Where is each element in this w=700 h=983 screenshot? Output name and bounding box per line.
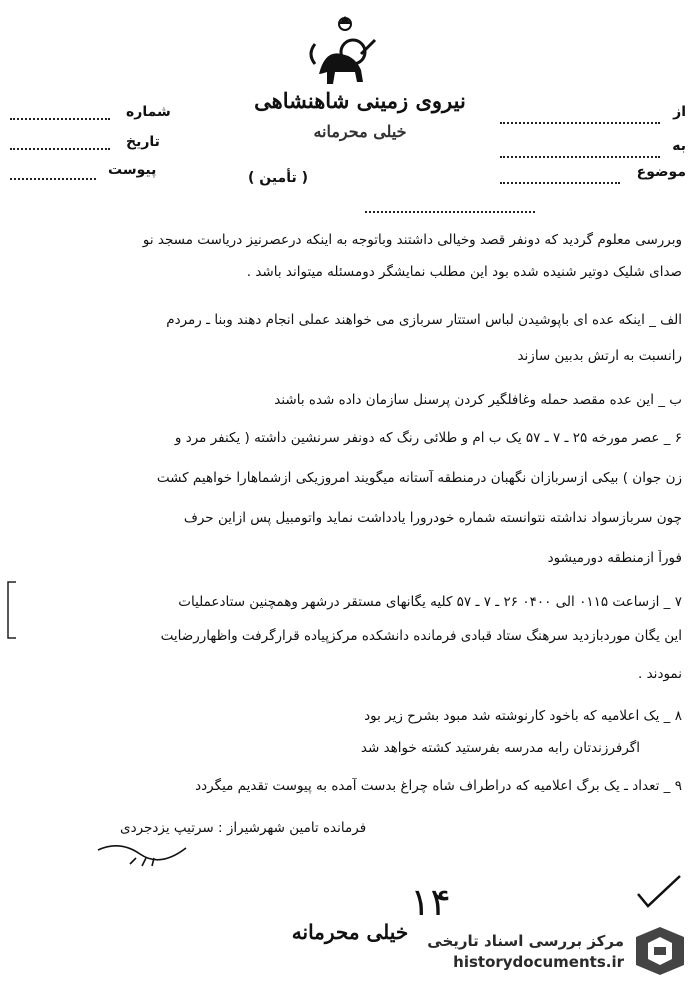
be-dotline <box>500 156 660 158</box>
date-dotline <box>10 148 110 150</box>
body-line: وبررسی معلوم گردید که دونفر قصد وخیالی داشتند وباتوجه به اینکه درعصرنیز دریاست مسجد نو <box>142 232 682 248</box>
body-line: ۶ _ عصر مورخه ۲۵ ـ ۷ ـ ۵۷ یک ب ام و طلائی رنگ که دونفر سرنشین داشته ( یکنفر مرد و <box>174 430 682 446</box>
body-line: الف _ اینکه عده ای باپوشیدن لباس استتار سربازی می خواهند عملی انجام دهند وبنا ـ رمردم <box>166 312 682 328</box>
margin-bracket <box>4 580 18 640</box>
body-line: ۷ _ ازساعت ۰۱۱۵ الی ۰۴۰۰ ۲۶ ـ ۷ ـ ۵۷ کلیه یگانهای مستقر درشهر وهمچنین ستادعملیات <box>178 594 682 610</box>
header-title: نیروی زمینی شاهنشاهی <box>254 88 466 113</box>
body-line: فوراً ازمنطقه دورمیشود <box>547 550 682 566</box>
watermark-text: مرکز بررسی اسناد تاریخی <box>427 932 624 950</box>
label-date: تاریخ <box>126 134 160 150</box>
check-mark-icon <box>634 872 684 912</box>
handwritten-signature <box>90 830 200 880</box>
footer-classification: خیلی محرمانه <box>291 920 409 944</box>
az-dotline <box>500 122 660 124</box>
subject-dotline <box>500 182 620 184</box>
tamin-label: ( تأمین ) <box>247 170 309 186</box>
body-line: زن جوان ) بیکی ازسربازان نگهبان درمنطقه آستانه میگویند امروزیکی ازشماهارا خواهیم کشت <box>156 470 682 486</box>
archive-logo-icon <box>632 925 688 977</box>
header-subtitle: خیلی محرمانه <box>313 122 407 141</box>
body-line: اگرفرزندتان رابه مدرسه بفرستید کشته خواهد شد <box>360 740 640 756</box>
watermark-url: historydocuments.ir <box>453 953 624 971</box>
body-line: این یگان موردبازدید سرهنگ ستاد قبادی فرمانده دانشکده مرکزپیاده قرارگرفت واظهاررضایت <box>160 628 682 644</box>
label-az: از <box>673 104 686 120</box>
body-line: نمودند . <box>638 666 682 682</box>
signature-line: فرمانده تامین شهرشیراز : سرتیپ یزدجردی <box>120 820 367 836</box>
label-subject: موضوع <box>636 164 686 180</box>
body-line: رانسبت به ارتش بدبین سازند <box>517 348 682 364</box>
body-line: چون سربازسواد نداشته نتوانسته شماره خودرورا یادداشت نماید واتومبیل پس ازاین حرف <box>183 510 682 526</box>
lion-and-sun-emblem <box>305 14 385 94</box>
attachment-dotline <box>10 178 96 180</box>
label-be: به <box>672 138 686 154</box>
label-attachment: پیوست <box>108 162 157 178</box>
body-line: ۸ _ یک اعلامیه که باخود کارنوشته شد مبود بشرح زیر بود <box>364 708 682 724</box>
body-line: صدای شلیک دوتیر شنیده شده بود این مطلب نمایشگر دومسئله میتواند باشد . <box>246 264 682 280</box>
number-dotline <box>10 118 110 120</box>
body-line: ب _ این عده مقصد حمله وغافلگیر کردن پرسنل سازمان داده شده باشند <box>274 392 682 408</box>
handwritten-number: ۱۴ <box>410 880 451 924</box>
body-line: ۹ _ تعداد ـ یک برگ اعلامیه که دراطراف شاه چراغ بدست آمده به پیوست تقدیم میگردد <box>195 778 682 794</box>
label-number: شماره <box>126 104 171 120</box>
subject-dotline-2 <box>365 211 535 213</box>
